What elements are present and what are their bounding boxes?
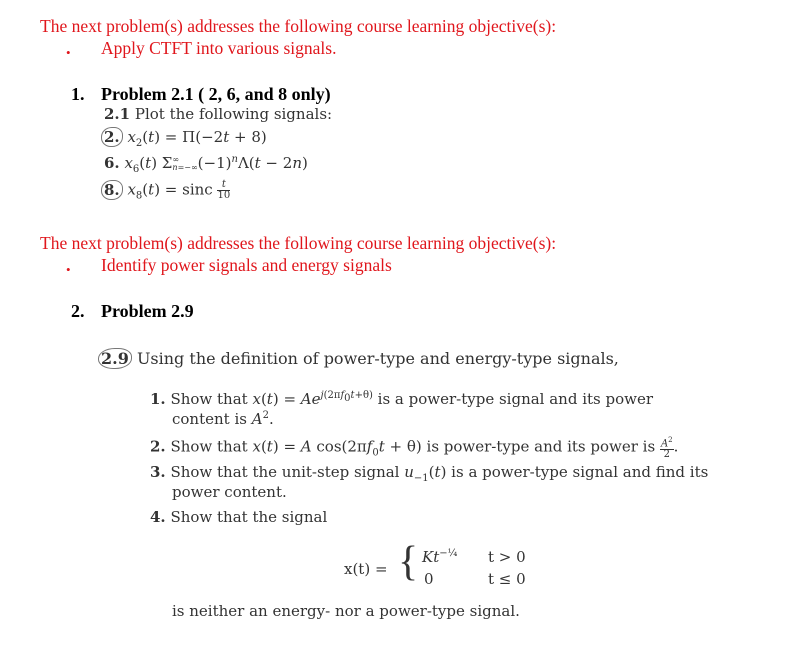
brace-icon: { (398, 539, 419, 585)
bullet-icon: • (66, 262, 71, 277)
scan-item-3-line2: power content. (172, 483, 287, 501)
scan-item-6: 6. $x_6(t)$ Σ ∞ n=−∞ $(-1)^n\Lambda(t - 2n)$ (104, 154, 308, 175)
scan-item-3: 3. Show that the unit-step signal $u_{-1}(t)$ is a power-type signal and find its (150, 463, 709, 484)
piecewise-case1: $Kt^{-\frac{1}{4}}$ (422, 548, 458, 566)
objective-text-2: Identify power signals and energy signals (101, 255, 392, 275)
objective-intro-1: The next problem(s) addresses the following course learning objective(s): (40, 16, 557, 36)
objective-text-1: Apply CTFT into various signals. (101, 38, 337, 58)
problem-title-1: Problem 2.1 ( 2, 6, and 8 only) (101, 84, 331, 104)
problem-number-1: 1. (71, 84, 85, 104)
scan-item-8: 8. $x_8(t) = \sin c$ $\frac{t}{10}$ (101, 180, 230, 202)
scan-item-4: 4. Show that the signal (150, 508, 328, 526)
bullet-icon: • (66, 45, 71, 60)
scan-item-1-line2: content is $A^2$. (172, 410, 274, 428)
scan-heading-2-1: 2.1 Plot the following signals: (104, 105, 333, 123)
scan-item-1: 1. Show that $x(t) = Ae^{j(2\pi f_0t+\theta)}$ is a power-type signal and its power (150, 390, 654, 408)
scan-item-2: 2. Show that x(t) = A $\cos(2\pi f_0t + \theta)$ is power-type and its power is $\frac{A^2}{2}$ . (150, 436, 679, 461)
piecewise-cond1: t > 0 (488, 548, 526, 566)
problem-number-2: 2. (71, 301, 85, 321)
scan-heading-2-9: 2.9 Using the definition of power-type and energy-type signals, (98, 349, 619, 368)
piecewise-lhs: x(t) = (344, 560, 388, 578)
piecewise-cond2: t ≤ 0 (488, 570, 526, 588)
problem-title-2: Problem 2.9 (101, 301, 194, 321)
scan-conclusion: is neither an energy- nor a power-type signal. (172, 602, 520, 620)
objective-intro-2: The next problem(s) addresses the following course learning objective(s): (40, 233, 557, 253)
piecewise-case2: 0 (424, 570, 434, 588)
scan-item-2: 2. $x_2(t) = \Pi(-2t + 8)$ (101, 128, 267, 149)
